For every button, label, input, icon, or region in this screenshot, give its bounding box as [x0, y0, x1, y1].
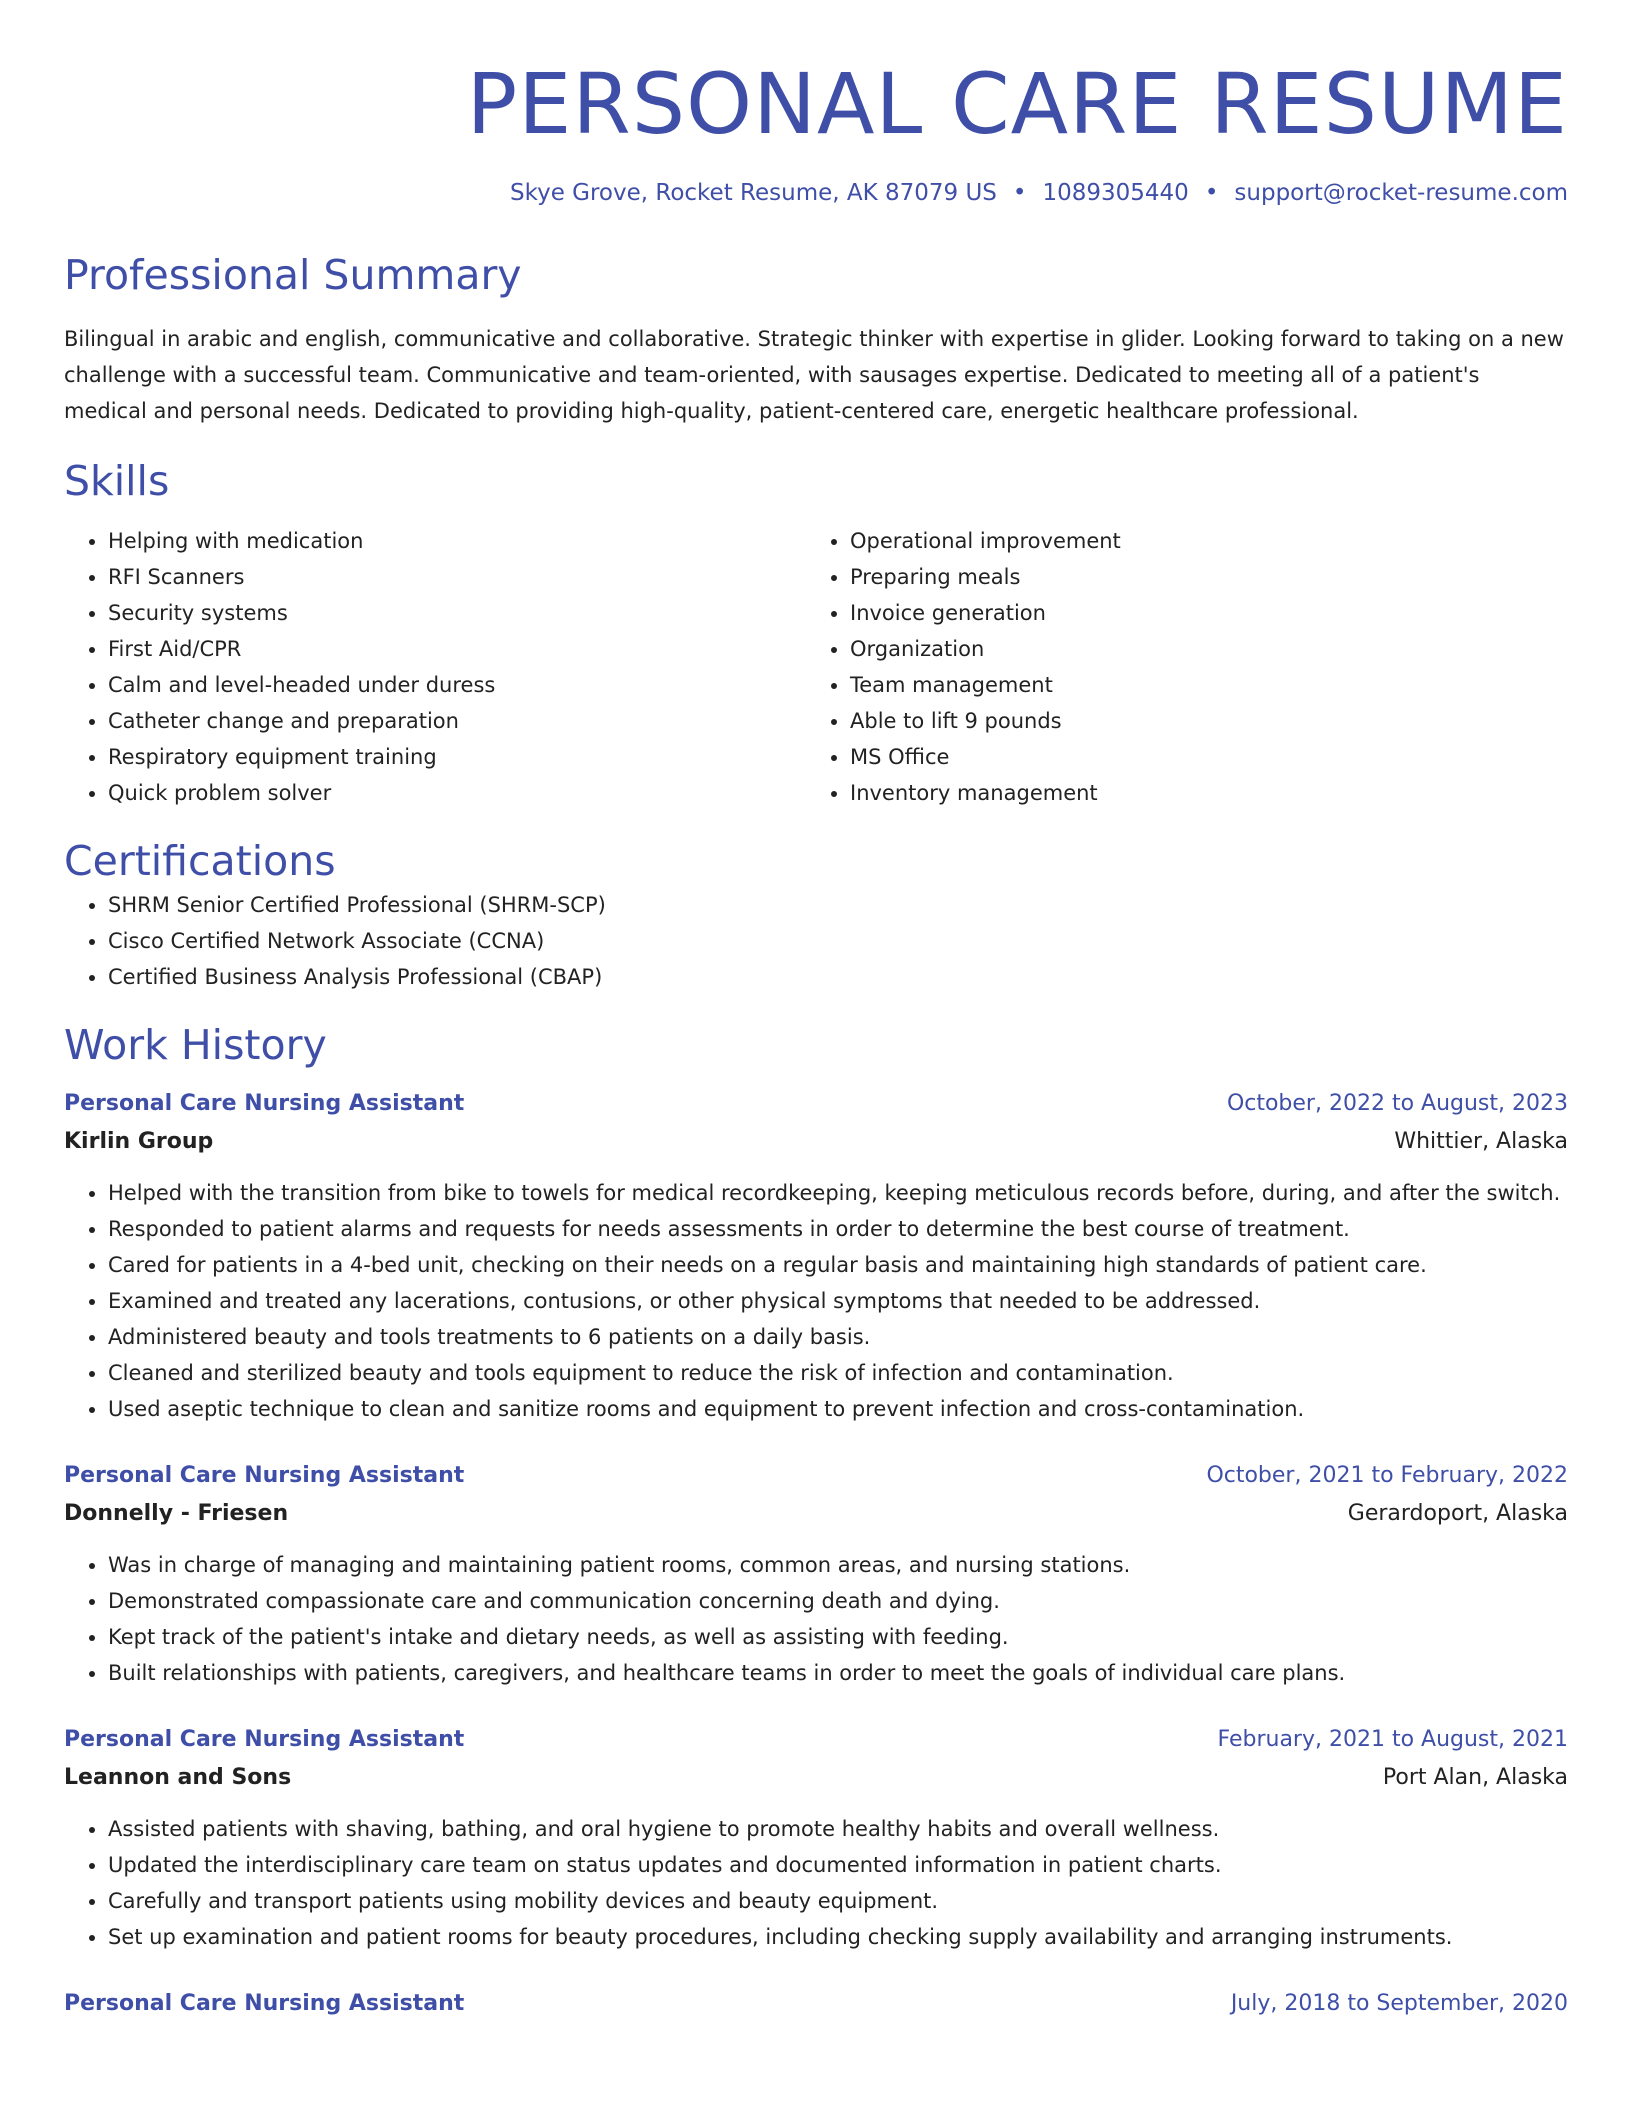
job-bullet: • Examined and treated any lacerations, contusions, or other physical symptoms that needed to be addressed. — [108, 1283, 1568, 1319]
contact-separator: • — [1204, 180, 1219, 206]
skill-item: • Helping with medication — [108, 523, 806, 559]
contact-line — [64, 177, 1568, 209]
work-history-heading: Work History — [64, 1021, 327, 1069]
job-bullet: • Updated the interdisciplinary care team on status updates and documented information in patient charts. — [108, 1847, 1568, 1883]
skill-item: • Security systems — [108, 595, 806, 631]
job-company: Kirlin Group — [64, 1129, 214, 1154]
job-title: Personal Care Nursing Assistant — [64, 1991, 465, 2016]
job-company: Donnelly - Friesen — [64, 1501, 289, 1526]
skill-item: • Respiratory equipment training — [108, 739, 806, 775]
job-title: Personal Care Nursing Assistant — [64, 1727, 465, 1752]
job-entry — [64, 1085, 1568, 1427]
job-title: Personal Care Nursing Assistant — [64, 1463, 465, 1488]
job-bullet: • Kept track of the patient's intake and dietary needs, as well as assisting with feeding. — [108, 1619, 1568, 1655]
summary-heading: Professional Summary — [64, 251, 522, 299]
skills-list-right — [806, 523, 1548, 811]
certifications-list — [64, 887, 1568, 995]
job-bullet: • Was in charge of managing and maintaining patient rooms, common areas, and nursing stations. — [108, 1547, 1568, 1583]
job-bullet: • Carefully and transport patients using mobility devices and beauty equipment. — [108, 1883, 1568, 1919]
job-bullet: • Built relationships with patients, caregivers, and healthcare teams in order to meet the goals of individual care plans. — [108, 1655, 1568, 1691]
job-dates: October, 2021 to February, 2022 — [1206, 1463, 1568, 1488]
job-dates: February, 2021 to August, 2021 — [1217, 1727, 1568, 1752]
certification-item: • Certified Business Analysis Professional (CBAP) — [108, 959, 1568, 995]
skill-item: • Operational improvement — [850, 523, 1548, 559]
skill-item: • Organization — [850, 631, 1548, 667]
job-location: Gerardoport, Alaska — [1347, 1501, 1568, 1526]
contact-phone: 1089305440 — [1042, 180, 1189, 206]
summary-text: Bilingual in arabic and english, communicative and collaborative. Strategic thinker with expertise in glider. Looking forward to taking on a new challenge with a successful team. Communicative and team-oriented, with sausages expertise. Dedicated to meeting all of a patient's medical and personal needs. Dedicated to providing high-quality, patient-centered care, energetic healthcare professional. — [64, 327, 1564, 423]
job-dates: July, 2018 to September, 2020 — [1230, 1991, 1568, 2016]
skill-item: • Calm and level-headed under duress — [108, 667, 806, 703]
skill-item: • Quick problem solver — [108, 775, 806, 811]
job-bullet: • Helped with the transition from bike to towels for medical recordkeeping, keeping meticulous records before, during, and after the switch. — [108, 1175, 1568, 1211]
skill-item: • MS Office — [850, 739, 1548, 775]
skills-heading: Skills — [64, 457, 170, 505]
certifications-heading: Certifications — [64, 837, 336, 885]
skills-columns — [64, 523, 1568, 811]
job-bullet: • Demonstrated compassionate care and communication concerning death and dying. — [108, 1583, 1568, 1619]
skill-item: • Able to lift 9 pounds — [850, 703, 1548, 739]
job-entry — [64, 1721, 1568, 1955]
job-location: Whittier, Alaska — [1394, 1129, 1568, 1154]
job-bullet: • Administered beauty and tools treatments to 6 patients on a daily basis. — [108, 1319, 1568, 1355]
job-entry — [64, 1985, 1568, 2023]
skill-item: • Inventory management — [850, 775, 1548, 811]
contact-separator: • — [1012, 180, 1027, 206]
contact-address: Skye Grove, Rocket Resume, AK 87079 US — [509, 180, 997, 206]
job-entry — [64, 1457, 1568, 1691]
skill-item: • RFI Scanners — [108, 559, 806, 595]
job-bullet: • Used aseptic technique to clean and sanitize rooms and equipment to prevent infection and cross-contamination. — [108, 1391, 1568, 1427]
certification-item: • Cisco Certified Network Associate (CCNA) — [108, 923, 1568, 959]
job-company: Leannon and Sons — [64, 1765, 292, 1790]
job-bullet: • Cared for patients in a 4-bed unit, checking on their needs on a regular basis and maintaining high standards of patient care. — [108, 1247, 1568, 1283]
job-title: Personal Care Nursing Assistant — [64, 1091, 465, 1116]
skill-item: • Team management — [850, 667, 1548, 703]
job-bullet: • Assisted patients with shaving, bathing, and oral hygiene to promote healthy habits and overall wellness. — [108, 1811, 1568, 1847]
skills-list-left — [64, 523, 806, 811]
resume-title: PERSONAL CARE RESUME — [466, 55, 1568, 153]
certification-item: • SHRM Senior Certified Professional (SHRM-SCP) — [108, 887, 1568, 923]
skill-item: • First Aid/CPR — [108, 631, 806, 667]
job-location: Port Alan, Alaska — [1382, 1765, 1568, 1790]
job-bullets — [64, 1547, 1568, 1691]
job-bullet: • Cleaned and sterilized beauty and tools equipment to reduce the risk of infection and contamination. — [108, 1355, 1568, 1391]
job-bullets — [64, 1811, 1568, 1955]
job-bullet: • Responded to patient alarms and requests for needs assessments in order to determine the best course of treatment. — [108, 1211, 1568, 1247]
job-dates: October, 2022 to August, 2023 — [1226, 1091, 1568, 1116]
skill-item: • Preparing meals — [850, 559, 1548, 595]
skill-item: • Invoice generation — [850, 595, 1548, 631]
job-bullets — [64, 1175, 1568, 1427]
contact-email: support@rocket-resume.com — [1234, 180, 1568, 206]
skill-item: • Catheter change and preparation — [108, 703, 806, 739]
job-bullet: • Set up examination and patient rooms for beauty procedures, including checking supply availability and arranging instruments. — [108, 1919, 1568, 1955]
